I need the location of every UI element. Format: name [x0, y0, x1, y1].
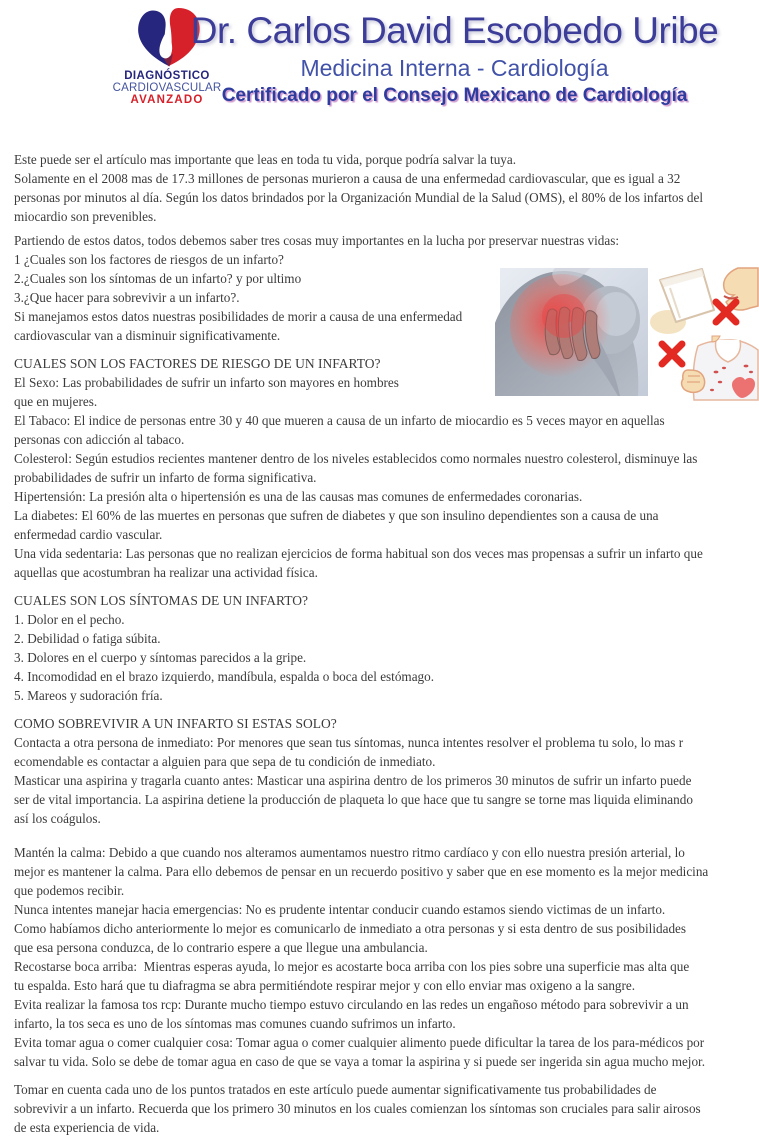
intro-paragraph	[14, 150, 749, 226]
article-body	[14, 150, 749, 1137]
heading-text: CUALES SON LOS FACTORES DE RIESGO DE UN INFARTO?	[14, 356, 381, 371]
text-line: mejor es mantener la calma. Para ello debemos de pensar en un recuerdo positivo y saber que en ese momento es la mejor medicina	[14, 864, 709, 879]
certification-line: Certificado por el Consejo Mexicano de Cardiología	[221, 85, 688, 106]
text-line: 1. Dolor en el pecho.	[14, 612, 125, 627]
text-line: ser de vital importancia. La aspirina detiene la producción de plaqueta lo que hace que tu sangre se torne mas liquida eliminando	[14, 792, 693, 807]
symptoms-heading	[14, 591, 749, 610]
closing-paragraph	[14, 1080, 749, 1137]
text-line: Evita tomar agua o comer cualquier cosa: Tomar agua o comer cualquier alimento puede dificultar la tarea de los para-médicos por	[14, 1035, 705, 1050]
text-line: Solamente en el 2008 mas de 17.3 millones de personas murieron a causa de una enfermedad cardiovascular, que es igual a 32	[14, 171, 681, 186]
risk-factors-heading	[14, 354, 749, 373]
text-line: personas con adicción al tabaco.	[14, 432, 185, 447]
text-line: cardiovascular van a disminuir significativamente.	[14, 328, 281, 343]
text-line: 5. Mareos y sudoración fría.	[14, 688, 163, 703]
header-titles	[150, 10, 759, 107]
text-line: personas por minutos al día. Según los datos brindados por la Organización Mundial de la Salud (OMS), el 80% de los infartos del	[14, 190, 704, 205]
heading-text: COMO SOBREVIVIR A UN INFARTO SI ESTAS SOLO?	[14, 716, 337, 731]
text-line: infarto, la tos seca es uno de los síntomas mas comunes cuando sufrimos un infarto.	[14, 1016, 456, 1031]
text-line: 1 ¿Cuales son los factores de riesgos de un infarto?	[14, 252, 284, 267]
text-line: 3. Dolores en el cuerpo y síntomas parecidos a la gripe.	[14, 650, 307, 665]
text-line: Recostarse boca arriba: Mientras esperas ayuda, lo mejor es acostarte boca arriba con los pies sobre una superficie mas alta que	[14, 959, 690, 974]
specialty-subtitle: Medicina Interna - Cardiología	[300, 55, 609, 81]
text-line: aquellas que acostumbran ha realizar una actividad física.	[14, 565, 318, 580]
survive-paragraph-2	[14, 843, 749, 1071]
survive-paragraph-1	[14, 733, 749, 828]
risk-factors-paragraph	[14, 373, 749, 582]
logo-text-diagnostico: DIAGNÓSTICO	[124, 70, 210, 82]
text-line: El Sexo: Las probabilidades de sufrir un infarto son mayores en hombres	[14, 375, 399, 390]
text-line: Hipertensión: La presión alta o hipertensión es una de las causas mas comunes de enfermedades coronarias.	[14, 489, 583, 504]
text-line: Contacta a otra persona de inmediato: Por menores que sean tus síntomas, nunca intentes resolver el problema tu solo, lo mas r	[14, 735, 684, 750]
text-line: Nunca intentes manejar hacia emergencias: No es prudente intentar conducir cuando estamos siendo victimas de un infarto.	[14, 902, 666, 917]
text-line: tu espalda. Esto hará que tu diafragma se abra permitiéndote respirar mejor y con ello enviar mas oxigeno a la sangre.	[14, 978, 636, 993]
text-line: Evita realizar la famosa tos rcp: Durante mucho tiempo estuvo circulando en las redes un engañoso método para sobrevivir a un	[14, 997, 689, 1012]
text-line: que podemos recibir.	[14, 883, 125, 898]
text-line: La diabetes: El 60% de las muertes en personas que sufren de diabetes y que son insulino dependientes son a causa de una	[14, 508, 659, 523]
heading-text: CUALES SON LOS SÍNTOMAS DE UN INFARTO?	[14, 593, 308, 608]
text-line: El Tabaco: El indice de personas entre 30 y 40 que mueren a causa de un infarto de miocardio es 5 veces mayor en aquellas	[14, 413, 665, 428]
text-line: Mantén la calma: Debido a que cuando nos alteramos aumentamos nuestro ritmo cardíaco y con ello nuestra presión arterial, lo	[14, 845, 685, 860]
text-line: que esa persona conduzca, de lo contrario espere a que llegue una ambulancia.	[14, 940, 428, 955]
logo-text-cardiovascular: CARDIOVASCULAR	[112, 82, 222, 94]
survive-heading	[14, 714, 749, 733]
text-line: 2.¿Cuales son los síntomas de un infarto? y por ultimo	[14, 271, 302, 286]
text-line: así los coágulos.	[14, 811, 101, 826]
text-line: Colesterol: Según estudios recientes mantener dentro de los niveles establecidos como normales nuestro colesterol, disminuye las	[14, 451, 698, 466]
text-line: Partiendo de estos datos, todos debemos saber tres cosas muy importantes en la lucha por preservar nuestras vidas:	[14, 233, 620, 248]
text-line: probabilidades de sufrir un infarto de forma significativa.	[14, 470, 317, 485]
letterhead	[0, 0, 759, 140]
text-line: 4. Incomodidad en el brazo izquierdo, mandíbula, espalda o boca del estómago.	[14, 669, 435, 684]
text-line: Tomar en cuenta cada uno de los puntos tratados en este artículo puede aumentar significativamente tus probabilidades de	[14, 1082, 657, 1097]
text-line: miocardio son prevenibles.	[14, 209, 157, 224]
text-line: Este puede ser el artículo mas importante que leas en toda tu vida, porque podría salvar la tuya.	[14, 152, 517, 167]
text-line: Si manejamos estos datos nuestras posibilidades de morir a causa de una enfermedad	[14, 309, 463, 324]
text-line: 2. Debilidad o fatiga súbita.	[14, 631, 161, 646]
text-line: que en mujeres.	[14, 394, 98, 409]
logo-text-avanzado: AVANZADO	[130, 94, 204, 106]
text-line: enfermedad cardio vascular.	[14, 527, 163, 542]
text-line: de esta experiencia de vida.	[14, 1120, 160, 1135]
text-line: 3.¿Que hacer para sobrevivir a un infarto?.	[14, 290, 240, 305]
doctor-name: Dr. Carlos David Escobedo Uribe	[190, 10, 719, 51]
text-line: ecomendable es contactar a alguien para que sepa de tu condición de inmediato.	[14, 754, 436, 769]
text-line: sobrevivir a un infarto. Recuerda que los primero 30 minutos en los cuales comienzan los síntomas son cruciales para salir airosos	[14, 1101, 701, 1116]
text-line: Como habíamos dicho anteriormente lo mejor es comunicarlo de inmediato a otra personas y si esta dentro de sus posibilidades	[14, 921, 687, 936]
symptoms-list	[14, 610, 749, 705]
text-line: salvar tu vida. Solo se debe de tomar agua en caso de que se vaya a tomar la aspirina y si puede ser ingerida sin agua mucho mejor.	[14, 1054, 706, 1069]
text-line: Masticar una aspirina y tragarla cuanto antes: Masticar una aspirina dentro de los primeros 30 minutos de sufrir un infarto puede	[14, 773, 692, 788]
questions-paragraph	[14, 231, 749, 345]
text-line: Una vida sedentaria: Las personas que no realizan ejercicios de forma habitual son dos veces mas propensas a sufrir un infarto que	[14, 546, 703, 561]
